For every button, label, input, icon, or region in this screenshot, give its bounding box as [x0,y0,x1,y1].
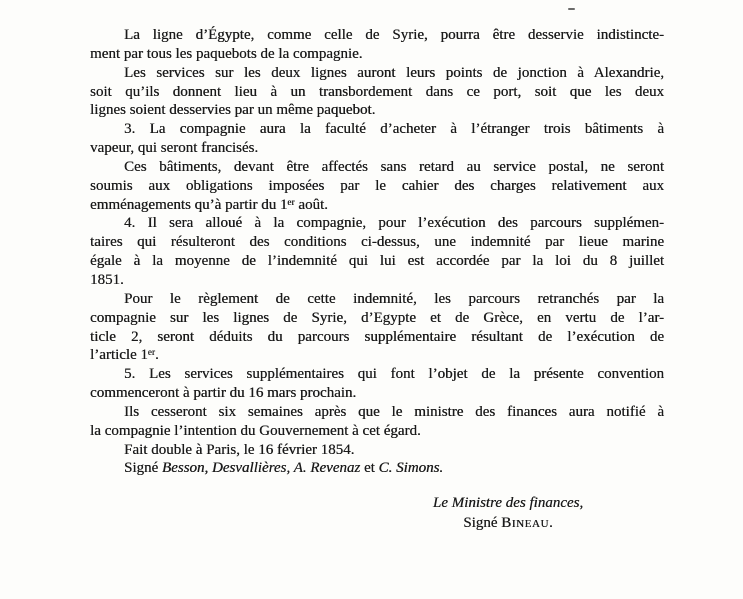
paragraph [90,459,664,478]
signatory-name: Besson, Desvallières, A. Revenaz [161,460,361,477]
paragraph [90,120,664,158]
text-line: 5. Les services supplémentaires qui font l’objet de la présente convention [124,366,664,383]
text-line: l’article 1ᵉʳ. [90,347,159,364]
text-line: ment par tous les paquebots de la compagnie. [90,45,363,62]
paragraph [90,64,664,121]
minister-signature [402,514,614,534]
document-text-block [90,26,664,478]
paragraph [90,403,664,441]
text-line: Ils cesseront six semaines après que le ministre des finances aura notifié à [124,403,664,420]
text-line: emménagements qu’à partir du 1ᵉʳ août. [90,196,328,213]
signature-block [402,494,614,533]
text-line: 1851. [90,271,124,288]
text-line: 4. Il sera alloué à la compagnie, pour l’exécution des parcours supplémen- [124,215,664,232]
signature-period: . [549,514,553,531]
text-line: Pour le règlement de cette indemnité, les parcours retranchés par la [124,290,664,307]
text-line: La ligne d’Égypte, comme celle de Syrie, pourra être desservie indistincte- [124,27,664,43]
text-line: ticle 2, seront déduits du parcours supplémentaire résultant de l’exécution de [90,328,664,345]
text-line: soumis aux obligations imposées par le cahier des charges relativement aux [90,177,664,194]
text-line: la compagnie l’intention du Gouvernement à cet égard. [90,422,421,439]
paragraph [90,365,664,403]
paragraph [90,158,664,215]
text-line: lignes soient desservies par un même paquebot. [90,102,376,119]
text-line: compagnie sur les lignes de Syrie, d’Egypte et de Grèce, en vertu de l’ar- [90,309,664,326]
paragraph [90,441,664,460]
text-line: vapeur, qui seront francisés. [90,140,259,157]
signatory-text: et [360,460,379,477]
minister-name: Bineau [501,514,549,531]
minister-title: Le Ministre des finances, [432,495,584,511]
text-line: Les services sur les deux lignes auront leurs points de jonction à Alexandrie, [124,64,664,81]
text-line: Ces bâtiments, devant être affectés sans retard au service postal, ne seront [124,158,664,175]
text-line: égale à la moyenne de l’indemnité qui lui est accordée par la loi du 8 juillet [90,253,664,270]
signed-prefix: Signé [463,514,502,531]
text-line: taires qui résulteront des conditions ci-dessus, une indemnité par lieue marine [90,234,664,251]
paragraph [90,214,664,289]
paragraph [90,26,664,64]
text-line: commenceront à partir du 16 mars prochain. [90,385,357,402]
signatory-name: C. Simons. [378,460,444,477]
text-line: Fait double à Paris, le 16 février 1854. [124,441,355,458]
text-line: soit qu’ils donnent lieu à un transbordement dans ce port, soit que les deux [90,83,664,100]
text-line [90,459,664,478]
paragraph [90,290,664,365]
text-line: 3. La compagnie aura la faculté d’acheter à l’étranger trois bâtiments à [124,121,664,138]
signatory-text: Signé [124,460,162,477]
scan-speck [568,8,575,10]
